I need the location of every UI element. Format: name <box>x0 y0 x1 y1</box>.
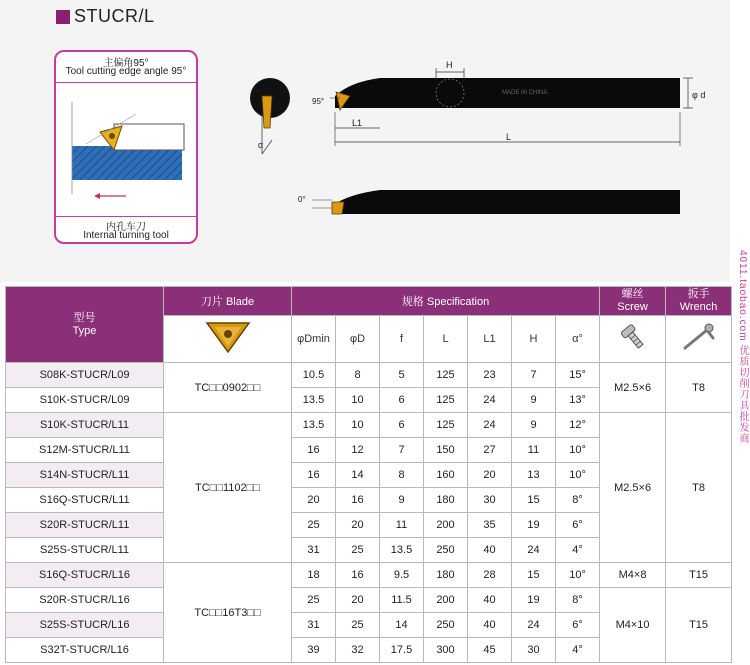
value-cell: 12 <box>336 438 380 463</box>
end-view <box>250 78 290 154</box>
value-cell: 250 <box>424 538 468 563</box>
value-cell: 25 <box>292 588 336 613</box>
value-cell: 16 <box>292 463 336 488</box>
value-cell: 250 <box>424 613 468 638</box>
type-cell: S10K-STUCR/L11 <box>6 413 164 438</box>
L1-label: L1 <box>352 118 363 128</box>
value-cell: 125 <box>424 388 468 413</box>
value-cell: 200 <box>424 588 468 613</box>
value-cell: 10.5 <box>292 363 336 388</box>
type-cell: S32T-STUCR/L16 <box>6 638 164 663</box>
value-cell: 6° <box>556 613 600 638</box>
value-cell: 300 <box>424 638 468 663</box>
type-cell: S20R-STUCR/L16 <box>6 588 164 613</box>
col-L: L <box>424 315 468 362</box>
value-cell: 25 <box>292 513 336 538</box>
value-cell: 20 <box>292 488 336 513</box>
watermark-strip <box>733 0 750 665</box>
value-cell: 19 <box>512 588 556 613</box>
value-cell: 8 <box>380 463 424 488</box>
type-cell: S12M-STUCR/L11 <box>6 438 164 463</box>
value-cell: 6° <box>556 513 600 538</box>
value-cell: 16 <box>336 488 380 513</box>
angle-label-en: Tool cutting edge angle 95° <box>65 66 187 77</box>
value-cell: 20 <box>336 588 380 613</box>
blade-insert-image <box>164 315 292 362</box>
value-cell: 180 <box>424 488 468 513</box>
value-cell: 25 <box>336 613 380 638</box>
value-cell: 16 <box>336 563 380 588</box>
blade-header: 刀片 Blade <box>164 287 292 316</box>
value-cell: 27 <box>468 438 512 463</box>
value-cell: 25 <box>336 538 380 563</box>
value-cell: 9 <box>380 488 424 513</box>
blade-cell: TC□□16T3□□ <box>164 563 292 663</box>
boring-bar-side <box>298 190 680 214</box>
value-cell: 31 <box>292 613 336 638</box>
tool-caption-en: Internal turning tool <box>83 230 169 241</box>
value-cell: 8° <box>556 588 600 613</box>
table-row <box>6 588 732 613</box>
type-cell: S20R-STUCR/L11 <box>6 513 164 538</box>
screw-cell: M2.5×6 <box>600 363 666 413</box>
value-cell: 150 <box>424 438 468 463</box>
value-cell: 10° <box>556 438 600 463</box>
cutting-angle-illustration <box>54 50 198 244</box>
col-L1: L1 <box>468 315 512 362</box>
value-cell: 7 <box>380 438 424 463</box>
value-cell: 12° <box>556 413 600 438</box>
screw-icon <box>616 320 650 354</box>
type-cell: S16Q-STUCR/L16 <box>6 563 164 588</box>
value-cell: 13.5 <box>292 388 336 413</box>
blade-cell: TC□□0902□□ <box>164 363 292 413</box>
wrench-cell: T15 <box>666 588 732 663</box>
value-cell: 39 <box>292 638 336 663</box>
wrench-cell: T8 <box>666 363 732 413</box>
table-row <box>6 363 732 388</box>
page-title: STUCR/L <box>74 6 155 26</box>
value-cell: 5 <box>380 363 424 388</box>
col-phi-dmin: φDmin <box>292 315 336 362</box>
value-cell: 13° <box>556 388 600 413</box>
type-cell: S10K-STUCR/L09 <box>6 388 164 413</box>
illustration-divider-top <box>56 82 196 83</box>
col-f: f <box>380 315 424 362</box>
value-cell: 180 <box>424 563 468 588</box>
boring-bar-main <box>312 60 705 146</box>
wrench-cell: T8 <box>666 413 732 563</box>
col-phi-d: φD <box>336 315 380 362</box>
table-row <box>6 413 732 438</box>
value-cell: 20 <box>336 513 380 538</box>
type-header: 型号 Type <box>6 287 164 363</box>
alpha-label: α <box>258 140 264 150</box>
value-cell: 16 <box>292 438 336 463</box>
value-cell: 31 <box>292 538 336 563</box>
type-cell: S16Q-STUCR/L11 <box>6 488 164 513</box>
value-cell: 17.5 <box>380 638 424 663</box>
value-cell: 15 <box>512 563 556 588</box>
screw-cell: M2.5×6 <box>600 413 666 563</box>
value-cell: 23 <box>468 363 512 388</box>
value-cell: 10 <box>336 413 380 438</box>
value-cell: 160 <box>424 463 468 488</box>
value-cell: 10° <box>556 563 600 588</box>
phi-d-label: φ d <box>692 90 706 100</box>
value-cell: 40 <box>468 538 512 563</box>
H-label: H <box>446 60 453 70</box>
value-cell: 24 <box>512 613 556 638</box>
value-cell: 18 <box>292 563 336 588</box>
zero-deg-label: 0° <box>298 195 306 204</box>
value-cell: 6 <box>380 413 424 438</box>
value-cell: 8° <box>556 488 600 513</box>
value-cell: 15 <box>512 488 556 513</box>
value-cell: 11 <box>380 513 424 538</box>
specification-table <box>5 286 732 663</box>
type-cell: S25S-STUCR/L16 <box>6 613 164 638</box>
product-header-area <box>0 0 730 282</box>
torx-wrench-icon <box>679 320 719 354</box>
value-cell: 19 <box>512 513 556 538</box>
L-label: L <box>506 132 512 142</box>
value-cell: 24 <box>468 413 512 438</box>
value-cell: 10 <box>336 388 380 413</box>
value-cell: 4° <box>556 638 600 663</box>
screw-cell: M4×8 <box>600 563 666 588</box>
value-cell: 125 <box>424 413 468 438</box>
value-cell: 6 <box>380 388 424 413</box>
value-cell: 15° <box>556 363 600 388</box>
screw-cell: M4×10 <box>600 588 666 663</box>
triangle-insert-icon <box>203 319 253 355</box>
title-marker <box>56 10 70 24</box>
value-cell: 11 <box>512 438 556 463</box>
value-cell: 14 <box>336 463 380 488</box>
table-row <box>6 563 732 588</box>
value-cell: 13.5 <box>380 538 424 563</box>
workpiece-diagram <box>56 84 196 214</box>
value-cell: 9 <box>512 388 556 413</box>
blade-cell: TC□□1102□□ <box>164 413 292 563</box>
value-cell: 35 <box>468 513 512 538</box>
value-cell: 24 <box>468 388 512 413</box>
value-cell: 20 <box>468 463 512 488</box>
tool-technical-drawing <box>240 56 706 246</box>
angle-95-label: 95° <box>312 97 325 106</box>
value-cell: 7 <box>512 363 556 388</box>
value-cell: 30 <box>512 638 556 663</box>
value-cell: 24 <box>512 538 556 563</box>
value-cell: 125 <box>424 363 468 388</box>
value-cell: 30 <box>468 488 512 513</box>
value-cell: 40 <box>468 613 512 638</box>
angle-label-cn: 主偏角95° <box>103 58 149 69</box>
col-alpha: α° <box>556 315 600 362</box>
value-cell: 32 <box>336 638 380 663</box>
screw-header: 螺丝 Screw <box>600 287 666 316</box>
wrench-header: 扳手 Wrench <box>666 287 732 316</box>
value-cell: 28 <box>468 563 512 588</box>
value-cell: 8 <box>336 363 380 388</box>
type-cell: S08K-STUCR/L09 <box>6 363 164 388</box>
svg-text:MADE IN CHINA: MADE IN CHINA <box>502 90 548 96</box>
value-cell: 9.5 <box>380 563 424 588</box>
illustration-divider-bottom <box>56 216 196 217</box>
value-cell: 9 <box>512 413 556 438</box>
col-H: H <box>512 315 556 362</box>
wrench-image <box>666 315 732 362</box>
screw-image <box>600 315 666 362</box>
watermark-text: 4011.taobao.com 优质切削刀具批发商 <box>737 250 748 445</box>
spec-header: 规格 Specification <box>292 287 600 316</box>
value-cell: 14 <box>380 613 424 638</box>
value-cell: 11.5 <box>380 588 424 613</box>
value-cell: 4° <box>556 538 600 563</box>
value-cell: 40 <box>468 588 512 613</box>
type-cell: S25S-STUCR/L11 <box>6 538 164 563</box>
value-cell: 13 <box>512 463 556 488</box>
value-cell: 200 <box>424 513 468 538</box>
value-cell: 45 <box>468 638 512 663</box>
wrench-cell: T15 <box>666 563 732 588</box>
value-cell: 13.5 <box>292 413 336 438</box>
value-cell: 10° <box>556 463 600 488</box>
type-cell: S14N-STUCR/L11 <box>6 463 164 488</box>
header-row <box>6 287 732 316</box>
tool-caption-cn: 内孔车刀 <box>106 222 146 233</box>
